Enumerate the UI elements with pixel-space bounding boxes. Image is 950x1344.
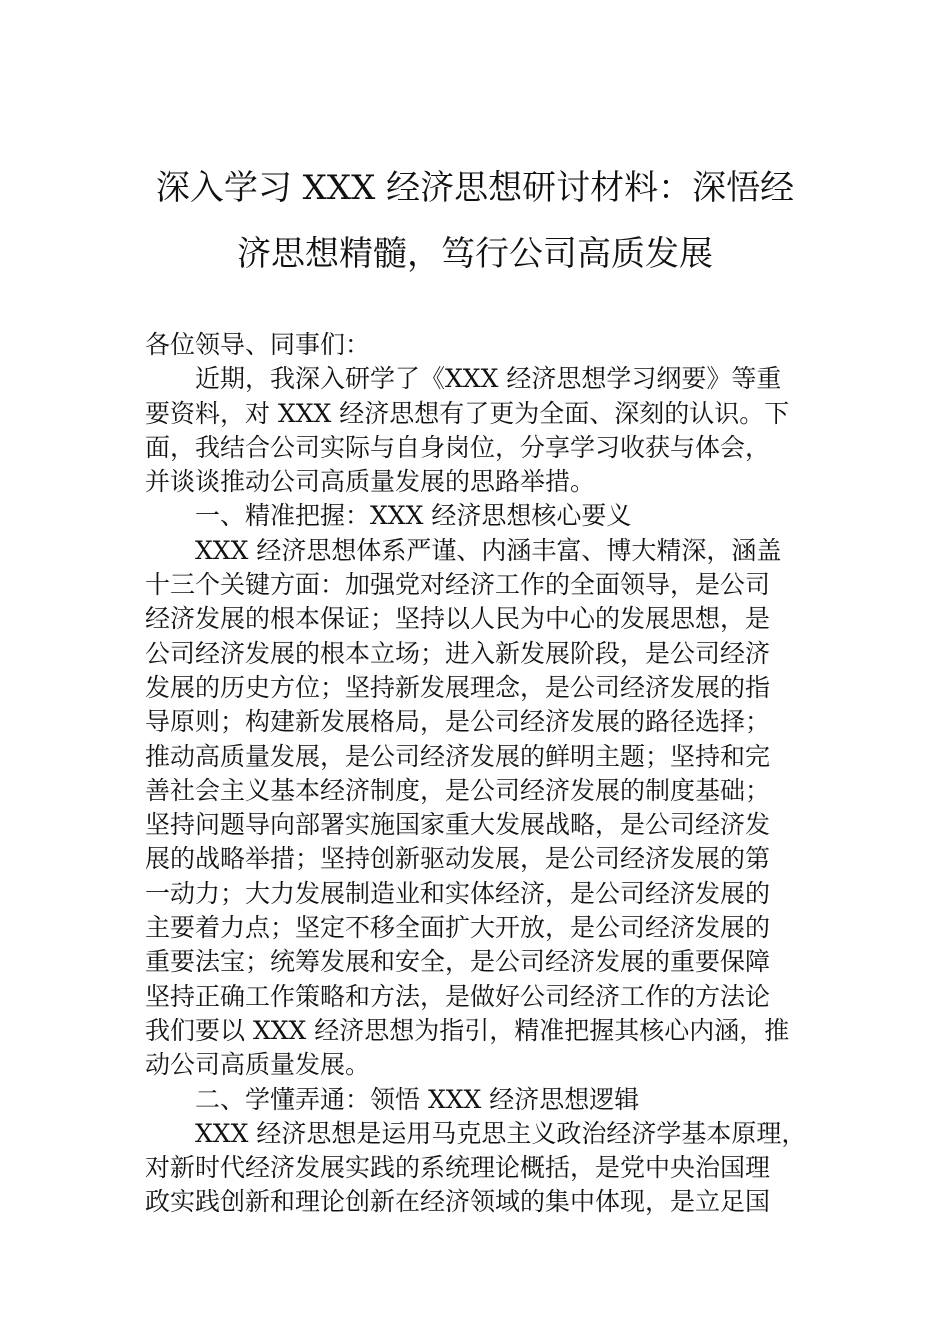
paragraph-line: 面，我结合公司实际与自身岗位，分享学习收获与体会， xyxy=(145,432,771,462)
paragraph-line: 重要法宝；统筹发展和安全，是公司经济发展的重要保障 xyxy=(145,947,771,977)
paragraph-line: 展的战略举措；坚持创新驱动发展，是公司经济发展的第 xyxy=(145,844,771,874)
paragraph-line: 导原则；构建新发展格局，是公司经济发展的路径选择； xyxy=(145,707,771,737)
section-heading-1: 一、精准把握：XXX 经济思想核心要义 xyxy=(195,501,632,531)
paragraph-line: 我们要以 XXX 经济思想为指引，精准把握其核心内涵，推 xyxy=(145,1015,790,1045)
paragraph-line: 十三个关键方面：加强党对经济工作的全面领导，是公司 xyxy=(145,570,771,600)
paragraph-line: 推动高质量发展，是公司经济发展的鲜明主题；坚持和完 xyxy=(145,741,771,771)
paragraph-line: 并谈谈推动公司高质量发展的思路举措。 xyxy=(145,467,596,497)
paragraph-line: 近期，我深入研学了《XXX 经济思想学习纲要》等重 xyxy=(195,364,782,394)
document-body xyxy=(145,328,825,1220)
document-title-line-1: 深入学习 XXX 经济思想研讨材料：深悟经 xyxy=(155,168,795,208)
paragraph-line: 坚持问题导向部署实施国家重大发展战略，是公司经济发 xyxy=(145,810,771,840)
section-heading-2: 二、学懂弄通：领悟 XXX 经济思想逻辑 xyxy=(195,1084,640,1114)
paragraph-line: 主要着力点；坚定不移全面扩大开放，是公司经济发展的 xyxy=(145,913,771,943)
paragraph-line: 公司经济发展的根本立场；进入新发展阶段，是公司经济 xyxy=(145,638,771,668)
salutation: 各位领导、同事们： xyxy=(145,330,371,359)
paragraph-line: 善社会主义基本经济制度，是公司经济发展的制度基础； xyxy=(145,775,771,805)
paragraph-line: 要资料，对 XXX 经济思想有了更为全面、深刻的认识。下 xyxy=(145,398,790,428)
paragraph-line: 发展的历史方位；坚持新发展理念，是公司经济发展的指 xyxy=(145,672,771,702)
document-title-line-2: 济思想精髓，笃行公司高质发展 xyxy=(237,234,713,274)
paragraph-line: 对新时代经济发展实践的系统理论概括，是党中央治国理 xyxy=(145,1153,771,1183)
paragraph-line: 政实践创新和理论创新在经济领域的集中体现，是立足国 xyxy=(145,1187,771,1217)
paragraph-line: 一动力；大力发展制造业和实体经济，是公司经济发展的 xyxy=(145,878,771,908)
paragraph-line: 坚持正确工作策略和方法，是做好公司经济工作的方法论 xyxy=(145,981,771,1011)
paragraph-line: XXX 经济思想是运用马克思主义政治经济学基本原理， xyxy=(195,1118,807,1148)
paragraph-line: 动公司高质量发展。 xyxy=(145,1050,371,1080)
paragraph-line: 经济发展的根本保证；坚持以人民为中心的发展思想，是 xyxy=(145,604,771,634)
paragraph-line: XXX 经济思想体系严谨、内涵丰富、博大精深，涵盖 xyxy=(195,535,782,565)
